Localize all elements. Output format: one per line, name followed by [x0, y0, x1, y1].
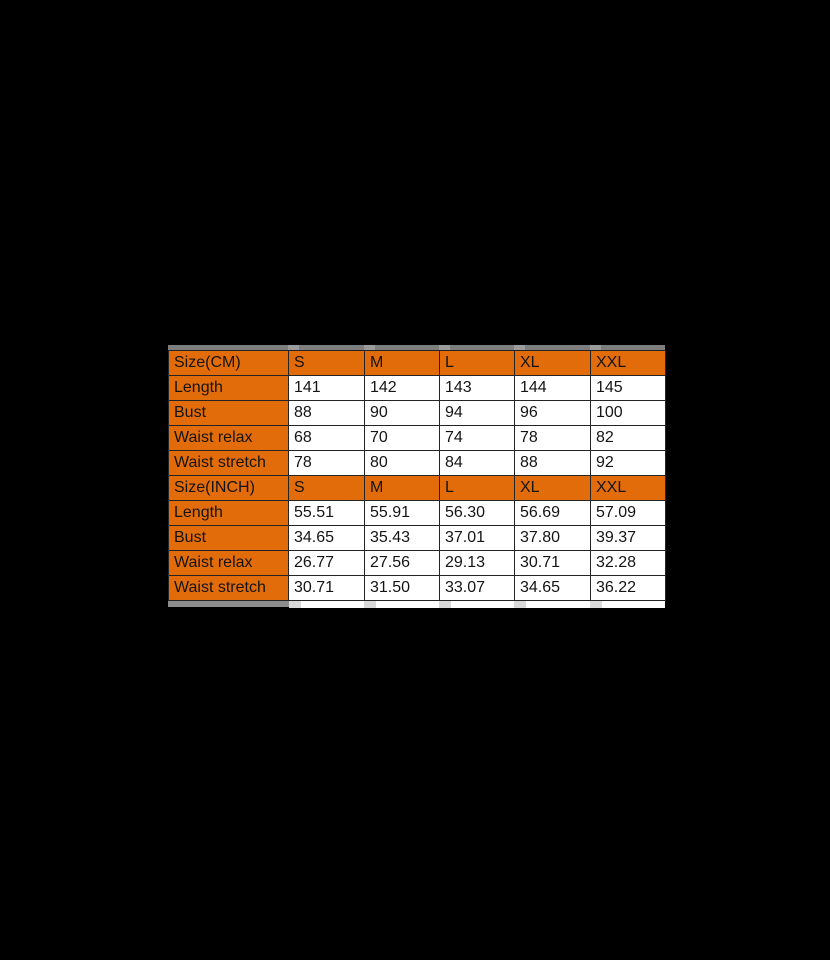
strip-tick	[590, 601, 602, 608]
table-cell: 29.13	[440, 551, 515, 576]
table-cell: 80	[365, 451, 440, 476]
column-header-size-xl: XL	[515, 476, 591, 501]
row-label: Length	[169, 501, 289, 526]
strip-tick	[364, 345, 375, 350]
column-header-size-cm: Size(CM)	[169, 351, 289, 376]
table-cell: 145	[591, 376, 666, 401]
cropped-row-strip-bottom	[168, 601, 665, 608]
row-label: Bust	[169, 401, 289, 426]
table-cell: 88	[289, 401, 365, 426]
table-cell: 68	[289, 426, 365, 451]
table-cell: 143	[440, 376, 515, 401]
table-row-length-inch	[169, 501, 666, 526]
table-row-waist-relax-cm	[169, 426, 666, 451]
column-header-size-m: M	[365, 476, 440, 501]
column-header-size-s: S	[289, 351, 365, 376]
column-header-size-l: L	[440, 476, 515, 501]
strip-tick	[364, 601, 376, 608]
table-cell: 36.22	[591, 576, 666, 601]
table-row-bust-inch	[169, 526, 666, 551]
table-cell: 55.91	[365, 501, 440, 526]
row-label: Waist relax	[169, 426, 289, 451]
strip-tick	[439, 601, 451, 608]
table-cell: 26.77	[289, 551, 365, 576]
table-cell: 84	[440, 451, 515, 476]
column-header-size-inch: Size(INCH)	[169, 476, 289, 501]
table-cell: 37.01	[440, 526, 515, 551]
table-row-header-cm	[169, 351, 666, 376]
strip-tick	[514, 345, 525, 350]
table-cell: 100	[591, 401, 666, 426]
strip-tick	[289, 601, 301, 608]
table-cell: 78	[515, 426, 591, 451]
strip-tick	[514, 601, 526, 608]
table-row-bust-cm	[169, 401, 666, 426]
table-cell: 92	[591, 451, 666, 476]
table-cell: 34.65	[515, 576, 591, 601]
table-cell: 30.71	[289, 576, 365, 601]
table-cell: 56.69	[515, 501, 591, 526]
table-cell: 31.50	[365, 576, 440, 601]
row-label: Waist stretch	[169, 576, 289, 601]
table-cell: 34.65	[289, 526, 365, 551]
column-header-size-m: M	[365, 351, 440, 376]
table-row-waist-stretch-cm	[169, 451, 666, 476]
table-cell: 37.80	[515, 526, 591, 551]
table-cell: 35.43	[365, 526, 440, 551]
table-cell: 90	[365, 401, 440, 426]
table-cell: 56.30	[440, 501, 515, 526]
table-cell: 78	[289, 451, 365, 476]
table-row-header-inch	[169, 476, 666, 501]
row-label: Length	[169, 376, 289, 401]
table-cell: 55.51	[289, 501, 365, 526]
column-header-size-xl: XL	[515, 351, 591, 376]
column-header-size-l: L	[440, 351, 515, 376]
strip-tick	[439, 345, 450, 350]
strip-segment-gray	[168, 601, 289, 607]
size-chart-table-block	[168, 345, 665, 608]
strip-tick	[288, 345, 299, 350]
table-cell: 144	[515, 376, 591, 401]
table-cell: 141	[289, 376, 365, 401]
table-cell: 33.07	[440, 576, 515, 601]
table-row-waist-stretch-inch	[169, 576, 666, 601]
row-label: Bust	[169, 526, 289, 551]
column-header-size-s: S	[289, 476, 365, 501]
strip-tick	[590, 345, 601, 350]
table-cell: 70	[365, 426, 440, 451]
table-cell: 39.37	[591, 526, 666, 551]
column-header-size-xxl: XXL	[591, 351, 666, 376]
table-cell: 142	[365, 376, 440, 401]
cropped-row-strip-top	[168, 345, 665, 350]
table-cell: 30.71	[515, 551, 591, 576]
row-label: Waist stretch	[169, 451, 289, 476]
strip-segment-white	[289, 601, 665, 608]
table-cell: 88	[515, 451, 591, 476]
table-cell: 57.09	[591, 501, 666, 526]
size-chart-table	[168, 350, 666, 601]
table-cell: 82	[591, 426, 666, 451]
table-cell: 74	[440, 426, 515, 451]
table-cell: 27.56	[365, 551, 440, 576]
table-cell: 96	[515, 401, 591, 426]
table-row-length-cm	[169, 376, 666, 401]
row-label: Waist relax	[169, 551, 289, 576]
table-cell: 94	[440, 401, 515, 426]
table-row-waist-relax-inch	[169, 551, 666, 576]
table-cell: 32.28	[591, 551, 666, 576]
column-header-size-xxl: XXL	[591, 476, 666, 501]
